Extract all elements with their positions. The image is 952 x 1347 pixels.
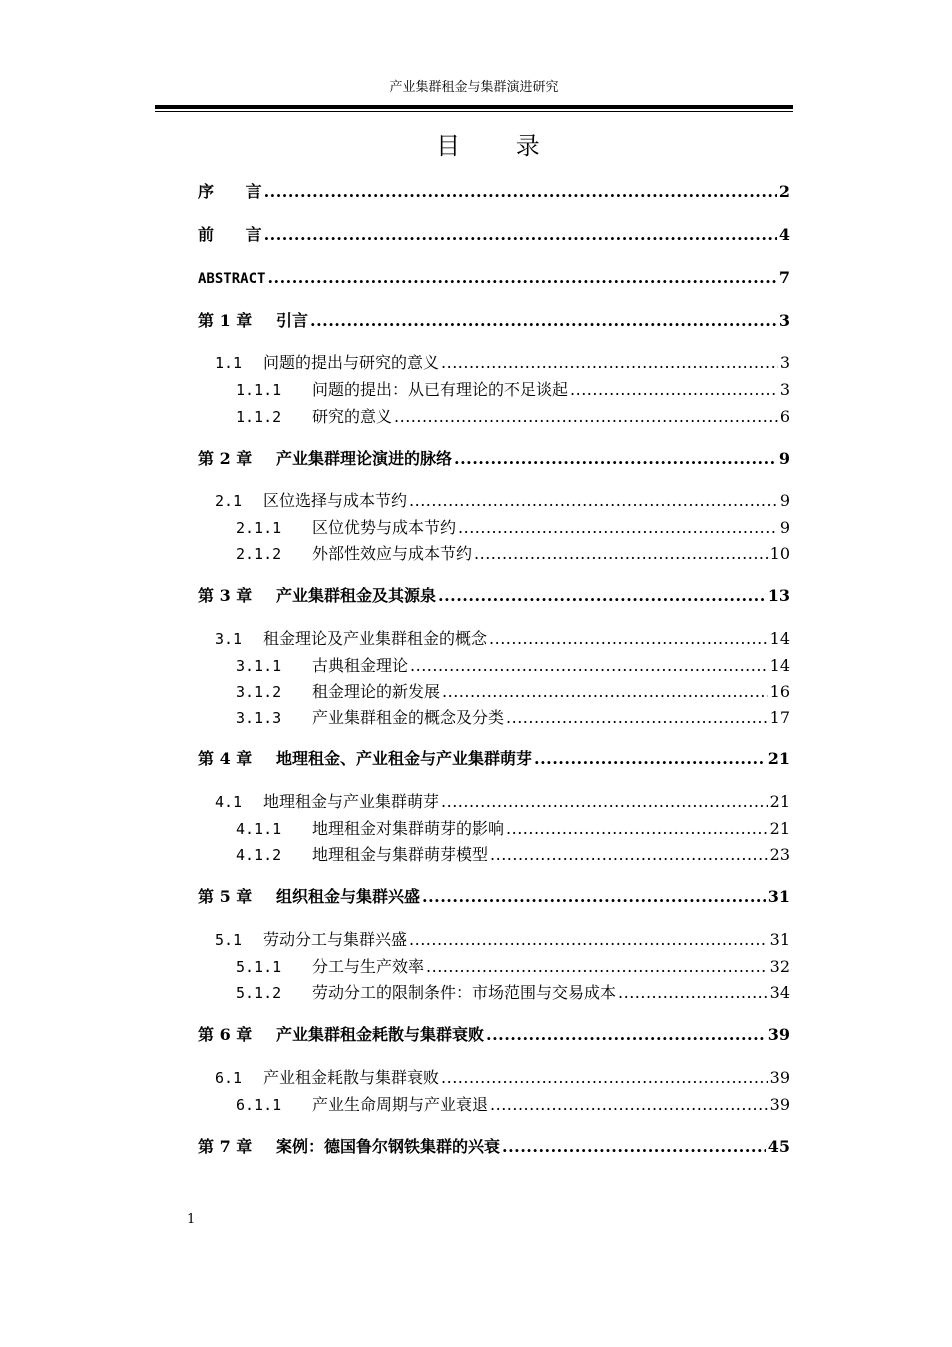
toc-entry-page: 13 xyxy=(767,586,790,605)
toc-entry-subsection[interactable] xyxy=(198,1093,790,1117)
leader-dots xyxy=(442,680,768,704)
toc-entry-number: 5.1.2 xyxy=(236,984,282,1002)
leader-dots xyxy=(502,1135,766,1159)
leader-dots xyxy=(264,223,777,247)
toc-entry-page: 31 xyxy=(767,887,790,906)
toc-entry-title: 古典租金理论 xyxy=(312,656,409,675)
toc-entry-title: 产业集群租金的概念及分类 xyxy=(312,708,505,727)
toc-entry-chapter-6[interactable] xyxy=(198,1023,790,1047)
leader-dots xyxy=(454,447,777,471)
leader-dots xyxy=(490,843,768,867)
toc-entry-title: 租金理论及产业集群租金的概念 xyxy=(263,629,488,648)
toc-entry-title: 组织租金与集群兴盛 xyxy=(276,887,421,906)
leader-dots xyxy=(618,981,768,1005)
toc-entry-title: 引言 xyxy=(276,311,309,330)
toc-entry-title: 租金理论的新发展 xyxy=(312,682,441,701)
leader-dots xyxy=(438,584,766,608)
toc-entry-page: 7 xyxy=(778,268,790,287)
toc-entry-title: 产业集群理论演进的脉络 xyxy=(276,449,453,468)
toc-entry-subsection[interactable] xyxy=(198,981,790,1005)
toc-entry-page: 3 xyxy=(778,311,790,330)
toc-entry-page: 10 xyxy=(769,544,790,563)
toc-entry-title: 研究的意义 xyxy=(312,407,393,426)
toc-entry-title: 产业集群租金及其源泉 xyxy=(276,586,437,605)
leader-dots xyxy=(310,309,777,333)
toc-entry-section[interactable] xyxy=(198,351,790,375)
toc-entry-number: 1.1 xyxy=(215,354,243,372)
toc-entry-title: 区位选择与成本节约 xyxy=(263,491,408,510)
toc-entry-title: 产业生命周期与产业衰退 xyxy=(312,1095,489,1114)
toc-entry-title: 区位优势与成本节约 xyxy=(312,518,457,537)
leader-dots xyxy=(489,627,768,651)
toc-entry-chapter-3[interactable] xyxy=(198,584,790,608)
leader-dots xyxy=(409,489,778,513)
toc-entry-section[interactable] xyxy=(198,1066,790,1090)
toc-entry-foreword[interactable] xyxy=(198,223,790,247)
running-header: 产业集群租金与集群演进研究 xyxy=(389,80,559,95)
toc-entry-page: 3 xyxy=(779,380,790,399)
leader-dots xyxy=(490,1093,768,1117)
toc-entry-page: 3 xyxy=(779,353,790,372)
toc-entry-page: 9 xyxy=(778,449,790,468)
toc-entry-number: 4.1 xyxy=(215,793,243,811)
toc-entry-number: 第 6 章 xyxy=(198,1025,253,1044)
toc-entry-title: 问题的提出：从已有理论的不足谈起 xyxy=(312,380,569,399)
toc-entry-page: 39 xyxy=(769,1095,790,1114)
toc-entry-title: 前 言 xyxy=(198,225,275,244)
toc-entry-chapter-5[interactable] xyxy=(198,885,790,909)
toc-entry-title: 问题的提出与研究的意义 xyxy=(263,353,440,372)
toc-entry-page: 45 xyxy=(767,1137,790,1156)
leader-dots xyxy=(506,706,768,730)
toc-entry-page: 14 xyxy=(769,656,790,675)
toc-entry-page: 2 xyxy=(778,182,790,201)
toc-entry-number: 6.1 xyxy=(215,1069,243,1087)
leader-dots xyxy=(534,747,766,771)
leader-dots xyxy=(267,266,776,290)
toc-entry-preface[interactable] xyxy=(198,180,790,204)
toc-entry-number: 5.1 xyxy=(215,931,243,949)
toc-entry-section[interactable] xyxy=(198,489,790,513)
toc-entry-page: 9 xyxy=(779,491,790,510)
toc-entry-title: 地理租金、产业租金与产业集群萌芽 xyxy=(276,749,533,768)
toc-entry-title: 分工与生产效率 xyxy=(312,957,425,976)
toc-entry-page: 9 xyxy=(779,518,790,537)
toc-entry-page: 21 xyxy=(769,819,790,838)
toc-entry-chapter-2[interactable] xyxy=(198,447,790,471)
toc-entry-page: 6 xyxy=(779,407,790,426)
toc-entry-subsection[interactable] xyxy=(198,955,790,979)
toc-entry-title: 外部性效应与成本节约 xyxy=(312,544,473,563)
toc-entry-page: 31 xyxy=(769,930,790,949)
toc-entry-page: 34 xyxy=(769,983,790,1002)
toc-entry-title: 劳动分工与集群兴盛 xyxy=(263,930,408,949)
page-number: 1 xyxy=(187,1212,196,1227)
toc-entry-number: 第 5 章 xyxy=(198,887,253,906)
leader-dots xyxy=(486,1023,766,1047)
toc-entry-title: 劳动分工的限制条件：市场范围与交易成本 xyxy=(312,983,617,1002)
toc-entry-page: 4 xyxy=(778,225,790,244)
leader-dots xyxy=(441,351,778,375)
toc-entry-number: 第 4 章 xyxy=(198,749,253,768)
toc-entry-number: 2.1 xyxy=(215,492,243,510)
toc-entry-number: 3.1.2 xyxy=(236,683,282,701)
toc-entry-page: 16 xyxy=(769,682,790,701)
leader-dots xyxy=(410,654,768,678)
toc-entry-number: 3.1 xyxy=(215,630,243,648)
toc-entry-number: 3.1.1 xyxy=(236,657,282,675)
toc-entry-number: 5.1.1 xyxy=(236,958,282,976)
toc-entry-number: 1.1.2 xyxy=(236,408,282,426)
toc-entry-page: 23 xyxy=(769,845,790,864)
toc-entry-number: 3.1.3 xyxy=(236,709,282,727)
toc-entry-number: 2.1.2 xyxy=(236,545,282,563)
toc-entry-chapter-1[interactable] xyxy=(198,309,790,333)
toc-entry-subsection[interactable] xyxy=(198,405,790,429)
toc-entry-title: 地理租金与产业集群萌芽 xyxy=(263,792,440,811)
toc-entry-subsection[interactable] xyxy=(198,843,790,867)
toc-entry-title: 序 言 xyxy=(198,182,275,201)
toc-entry-number: 1.1.1 xyxy=(236,381,282,399)
header-rule-thick xyxy=(155,105,793,109)
toc-entry-subsection[interactable] xyxy=(198,542,790,566)
toc-entry-title: 产业租金耗散与集群衰败 xyxy=(263,1068,440,1087)
toc-title: 目 录 xyxy=(436,132,564,160)
leader-dots xyxy=(441,1066,768,1090)
leader-dots xyxy=(458,516,778,540)
toc-entry-number: 6.1.1 xyxy=(236,1096,282,1114)
toc-entry-subsection[interactable] xyxy=(198,516,790,540)
toc-entry-number: 第 1 章 xyxy=(198,311,253,330)
toc-entry-page: 32 xyxy=(769,957,790,976)
toc-entry-section[interactable] xyxy=(198,627,790,651)
leader-dots xyxy=(422,885,766,909)
toc-entry-abstract[interactable] xyxy=(198,266,790,290)
header-rule-thin xyxy=(155,111,793,112)
leader-dots xyxy=(506,817,768,841)
toc-entry-page: 14 xyxy=(769,629,790,648)
toc-entry-number: 第 7 章 xyxy=(198,1137,253,1156)
toc-entry-number: 第 2 章 xyxy=(198,449,253,468)
toc-entry-number: 2.1.1 xyxy=(236,519,282,537)
toc-entry-page: 39 xyxy=(769,1068,790,1087)
leader-dots xyxy=(264,180,777,204)
leader-dots xyxy=(441,790,768,814)
toc-entry-page: 21 xyxy=(769,792,790,811)
toc-entry-section[interactable] xyxy=(198,790,790,814)
leader-dots xyxy=(394,405,778,429)
toc-entry-subsection[interactable] xyxy=(198,680,790,704)
toc-entry-number: 4.1.2 xyxy=(236,846,282,864)
toc-entry-number: 4.1.1 xyxy=(236,820,282,838)
toc-entry-chapter-7[interactable] xyxy=(198,1135,790,1159)
toc-entry-title: 地理租金对集群萌芽的影响 xyxy=(312,819,505,838)
leader-dots xyxy=(409,928,768,952)
leader-dots xyxy=(426,955,768,979)
toc-entry-title: 产业集群租金耗散与集群衰败 xyxy=(276,1025,485,1044)
toc-entry-page: 17 xyxy=(769,708,790,727)
toc-entry-title: 案例：德国鲁尔钢铁集群的兴衰 xyxy=(276,1137,501,1156)
toc-entry-page: 21 xyxy=(767,749,790,768)
toc-entry-page: 39 xyxy=(767,1025,790,1044)
leader-dots xyxy=(570,378,778,402)
toc-entry-section[interactable] xyxy=(198,928,790,952)
toc-entry-subsection[interactable] xyxy=(198,706,790,730)
toc-entry-title: 地理租金与集群萌芽模型 xyxy=(312,845,489,864)
toc-entry-subsection[interactable] xyxy=(198,654,790,678)
toc-entry-subsection[interactable] xyxy=(198,378,790,402)
toc-entry-chapter-4[interactable] xyxy=(198,747,790,771)
leader-dots xyxy=(474,542,768,566)
toc-entry-title: ABSTRACT xyxy=(198,271,266,287)
toc-entry-subsection[interactable] xyxy=(198,817,790,841)
toc-entry-number: 第 3 章 xyxy=(198,586,253,605)
